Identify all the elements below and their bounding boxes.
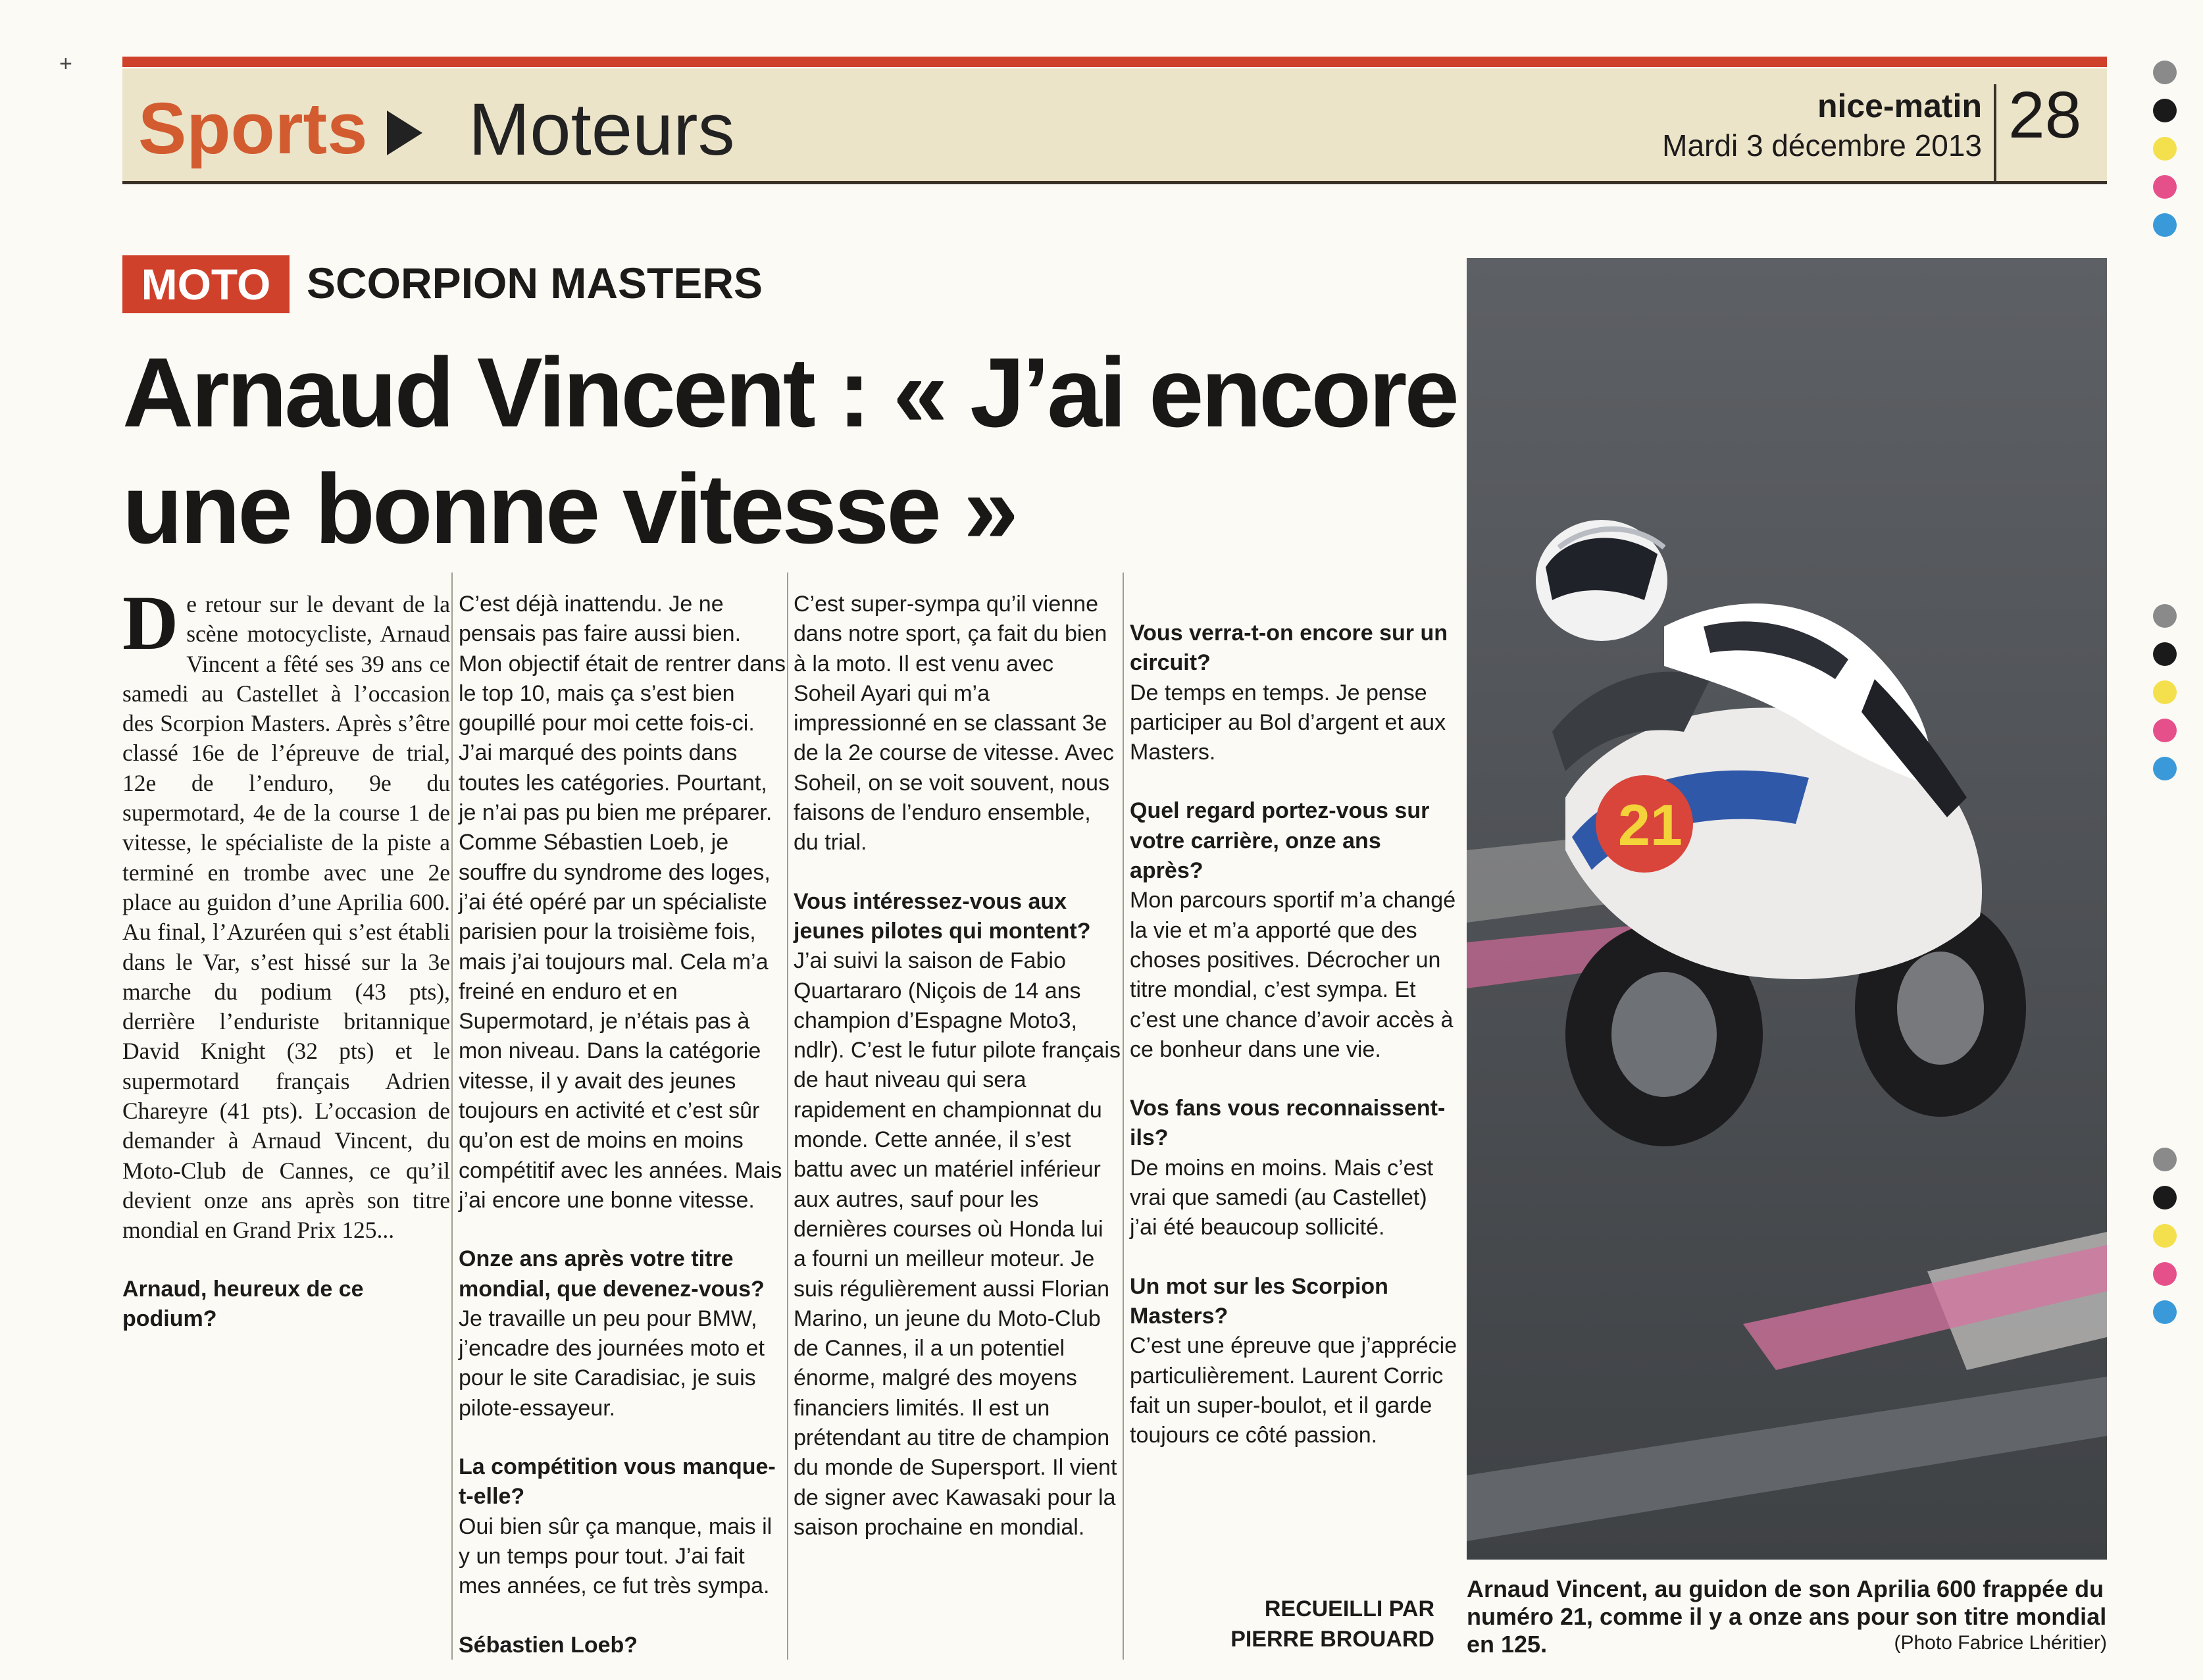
arrow-right-icon [387,111,422,155]
interview-answer: C’est déjà inattendu. Je ne pensais pas faire aussi bien. Mon objectif était de rentrer dans le top 10, mais ça s’est bien goupillé pour moi cette fois-ci. J’ai marqué des points dans toutes les catégories. Pourtant, je n’ai pas pu bien me préparer. Comme Sébastien Loeb, je souffre du syndrome des loges, j’ai été opéré par un spécialiste parisien pour la troisième fois, mais j’ai toujours mal. Cela m’a freiné en enduro et en Supermotard, je n’étais pas à mon niveau. Dans la catégorie vitesse, il y avait des jeunes toujours en activité et c’est sûr qu’on est de moins en moins compétitif avec les années. Mais j’ai encore une bonne vitesse. [459,592,786,1213]
interview-question: Vous verra-t-on encore sur un circuit? [1130,621,1448,676]
newspaper-name: nice-matin [1817,88,1982,124]
registration-dot [2153,137,2177,161]
registration-dot [2153,757,2177,780]
article-column-3 [794,590,1121,1542]
article-column-1 [122,580,450,1334]
interview-answer: Je travaille un peu pour BMW, j’encadre des journées moto et pour le site Caradisiac, je suis pilote-essayeur. [459,1306,765,1421]
interview-answer: Oui bien sûr ça manque, mais il y un temps pour tout. J’ai fait mes années, ce fut très sympa. [459,1514,772,1599]
registration-dot [2153,1148,2177,1171]
subsection-label: Moteurs [468,88,735,170]
registration-dot [2153,719,2177,742]
interview-answer: De temps en temps. Je pense participer au Bol d’argent et aux Masters. [1130,680,1446,765]
kicker-badge: MOTO [122,255,290,313]
lead-paragraph: e retour sur le devant de la scène motocycliste, Arnaud Vincent a fêté ses 39 ans ce samedi au Castellet à l’occasion des Scorpion Masters. Après s’être classé 16e de l’épreuve de trial, 12e de l’enduro, 9e du supermotard, 4e de la course 1 de vitesse, le spécialiste de la piste a terminé en trombe avec une 2e place au guidon d’une Aprilia 600. Au final, l’Azuréen qui s’est établi dans le Var, s’est hissé sur la 3e marche du podium (43 pts), derrière l’enduriste britannique David Knight (32 pts) et le supermotard français Adrien Chareyre (41 pts). L’occasion de demander à Arnaud Vincent, du Moto-Club de Cannes, ce qu’il devient onze ans après son titre mondial en Grand Prix 125... [122,591,450,1244]
interview-question: Arnaud, heureux de ce podium? [122,1276,364,1331]
article-photo [1467,258,2107,1560]
interview-question: Un mot sur les Scorpion Masters? [1130,1273,1388,1329]
crosshair-mark: + [59,51,72,76]
registration-dot [2153,1300,2177,1324]
interview-answer: De moins en moins. Mais c’est vrai que samedi (au Castellet) j’ai été beaucoup sollicité. [1130,1155,1434,1240]
interview-answer: J’ai suivi la saison de Fabio Quartararo (Niçois de 14 ans champion d’Espagne Moto3, ndlr). C’est le futur pilote français de haut niveau qui sera rapidement en championnat du monde. Cette année, il s’est battu avec un matériel inférieur aux autres, sauf pour les dernières courses où Honda lui a fourni un meilleur moteur. Je suis régulièrement aussi Florian Marino, un jeune du Moto-Club de Cannes, il a un potentiel énorme, malgré des moyens financiers limités. Il est un prétendant au titre de champion du monde de Supersport. Il vient de signer avec Kawasaki pour la saison prochaine en mondial. [794,948,1121,1540]
registration-dot [2153,642,2177,666]
interview-answer: C’est une épreuve que j’apprécie particulièrement. Laurent Corric fait un super-boulot, et il garde toujours ce côté passion. [1130,1333,1457,1448]
column-rule [1123,573,1124,1660]
article-headline: Arnaud Vincent : « J’ai encore une bonne vitesse » [122,337,1457,564]
interview-answer: Mon parcours sportif m’a changé la vie et m’a apporté que des choses positives. Décrocher un titre mondial, c’est sympa. Et c’est une chance d’avoir accès à ce bonheur dans une vie. [1130,888,1456,1062]
interview-question: La compétition vous manque-t-elle? [459,1454,776,1510]
bike-number-label: 21 [1618,792,1683,857]
interview-question: Sébastien Loeb? [459,1632,638,1658]
registration-dot [2153,1224,2177,1248]
column-rule [787,573,788,1660]
photo-caption: Arnaud Vincent, au guidon de son Aprilia 600 frappée du numéro 21, comme il y a onze ans pour son titre mondial en 125. [1467,1575,2107,1658]
registration-dot [2153,175,2177,199]
article-column-2 [459,590,786,1660]
registration-dot [2153,604,2177,628]
registration-dot [2153,99,2177,122]
drop-cap: D [122,580,179,666]
header-top-rule [122,57,2107,67]
interview-question: Onze ans après votre titre mondial, que devenez-vous? [459,1246,765,1302]
registration-dot [2153,1262,2177,1286]
registration-dot [2153,680,2177,704]
registration-dot [2153,213,2177,237]
motorcycle-photo [1467,258,2107,1560]
section-label: Sports [138,88,368,169]
header-divider [1994,84,1996,183]
interview-question: Vous intéressez-vous aux jeunes pilotes qui montent? [794,888,1091,944]
column-rule [451,573,453,1660]
byline [1158,1594,1434,1654]
registration-dot [2153,1186,2177,1209]
kicker-text: SCORPION MASTERS [307,259,763,307]
article-column-4 [1130,590,1457,1450]
interview-answer: C’est super-sympa qu’il vienne dans notre sport, ça fait du bien à la moto. Il est venu avec Soheil Ayari qui m’a impressionné en se classant 3e de la 2e course de vitesse. Avec Soheil, on se voit souvent, nous faisons de l’enduro ensemble, du trial. [794,592,1115,855]
interview-question: Quel regard portez-vous sur votre carrière, onze ans après? [1130,798,1430,884]
byline-author: PIERRE BROUARD [1230,1627,1434,1652]
interview-question: Vos fans vous reconnaissent-ils? [1130,1096,1446,1151]
registration-dot [2153,61,2177,84]
byline-label: RECUEILLI PAR [1264,1596,1434,1621]
photo-credit: (Photo Fabrice Lhéritier) [1894,1632,2107,1654]
issue-date: Mardi 3 décembre 2013 [1662,128,1982,163]
page-number: 28 [2008,78,2082,152]
